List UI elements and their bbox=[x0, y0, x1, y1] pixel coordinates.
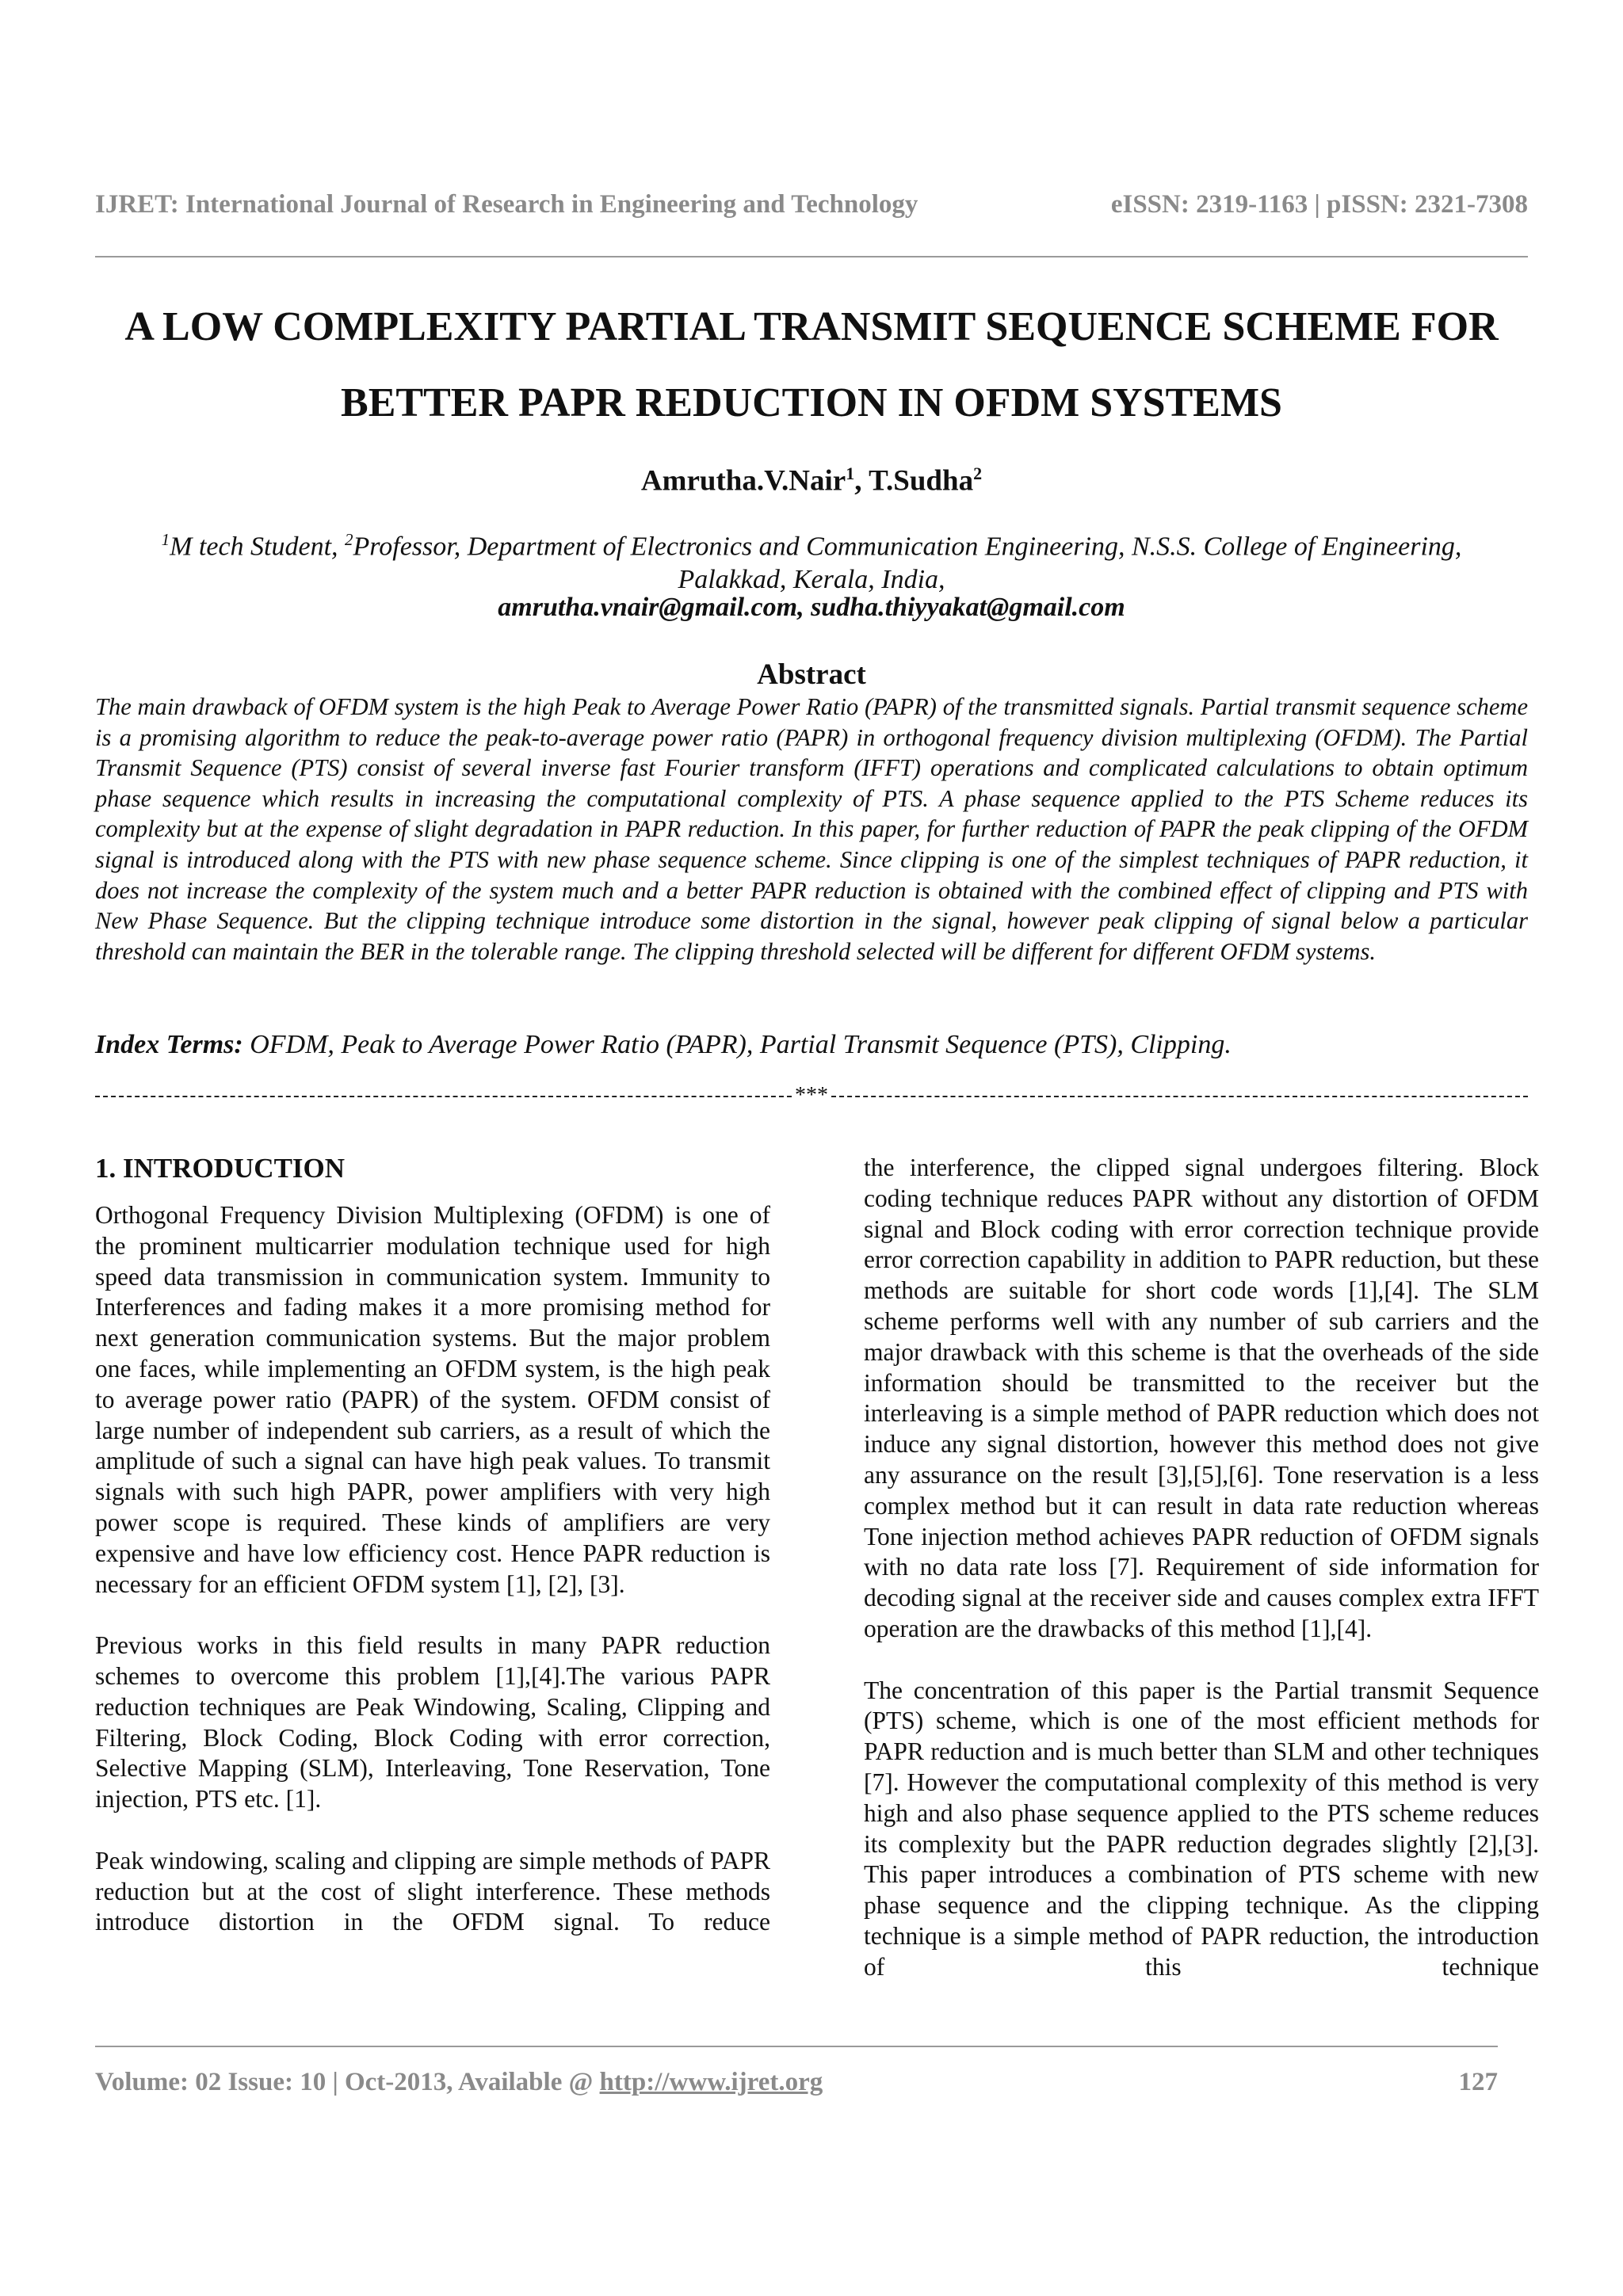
author-name: Amrutha.V.Nair bbox=[640, 464, 846, 498]
header-rule bbox=[95, 256, 1528, 257]
footer-volume-info bbox=[95, 2068, 823, 2097]
section-divider bbox=[95, 1080, 1528, 1112]
abstract-text: The main drawback of OFDM system is the high Peak to Average Power Ratio (PAPR) of the transmitted signals. Partial transmit sequence scheme is a promising algorithm to reduce the peak-to-average power ratio (PAPR) in orthogonal frequency division multiplexing (OFDM). The Partial Transmit Sequence (PTS) consist of several inverse fast Fourier transform (IFFT) operations and complicated calculations to obtain optimum phase sequence which results in increasing the computational complexity of PTS. A phase sequence applied to the PTS Scheme reduces its complexity but at the expense of slight degradation in PAPR reduction. In this paper, for further reduction of PAPR the peak clipping of the OFDM signal is introduced along with the PTS with new phase sequence scheme. Since clipping is one of the simplest techniques of PAPR reduction, it does not increase the complexity of the system much and a better PAPR reduction is obtained with the combined effect of clipping and PTS with New Phase Sequence. But the clipping technique introduce some distortion in the signal, however peak clipping of signal below a particular threshold can maintain the BER in the tolerable range. The clipping threshold selected will be different for different OFDM systems. bbox=[95, 693, 1528, 965]
email-link[interactable]: amrutha.vnair@gmail.com bbox=[498, 593, 798, 622]
divider-dashes bbox=[95, 1096, 792, 1097]
left-column bbox=[95, 1153, 770, 1938]
index-terms-text: OFDM, Peak to Average Power Ratio (PAPR), Partial Transmit Sequence (PTS), Clipping. bbox=[242, 1030, 1232, 1059]
affil-role: Professor, Department of Electronics and Communication Engineering, N.S.S. College of Engineering, bbox=[353, 532, 1462, 562]
author-affil-mark: 2 bbox=[973, 463, 983, 483]
paragraph: Previous works in this field results in many PAPR reduction schemes to overcome this problem [1],[4].The various PAPR reduction techniques are Peak Windowing, Scaling, Clipping and Filtering, Block Coding, Block Coding with error correction, Selective Mapping (SLM), Interleaving, Tone Reservation, Tone injection, PTS etc. [1]. bbox=[95, 1631, 770, 1814]
abstract-heading: Abstract bbox=[757, 658, 866, 691]
section-heading: 1. INTRODUCTION bbox=[95, 1153, 346, 1184]
affiliation-line-1 bbox=[95, 523, 1528, 563]
title-line-1: A LOW COMPLEXITY PARTIAL TRANSMIT SEQUENCE SCHEME FOR bbox=[124, 304, 1499, 349]
index-terms bbox=[95, 1030, 1528, 1060]
journal-name: IJRET: International Journal of Research in Engineering and Technology bbox=[95, 190, 918, 219]
affiliation bbox=[95, 523, 1528, 597]
author-affil-mark: 1 bbox=[846, 463, 855, 483]
footer-rule bbox=[95, 2046, 1498, 2047]
title-line-2: BETTER PAPR REDUCTION IN OFDM SYSTEMS bbox=[341, 380, 1282, 425]
issn: eISSN: 2319-1163 | pISSN: 2321-7308 bbox=[1110, 190, 1528, 219]
index-terms-label: Index Terms: bbox=[95, 1030, 243, 1059]
paragraph: Orthogonal Frequency Division Multiplexing (OFDM) is one of the prominent multicarrier modulation technique used for high speed data transmission in communication system. Immunity to Interferences and fading makes it a more promising method for next generation communication systems. But the major problem one faces, while implementing an OFDM system, is the high peak to average power ratio (PAPR) of the system. OFDM consist of large number of independent sub carriers, as a result of which the amplitude of such a signal can have high peak values. To transmit signals with such high PAPR, power amplifiers with very high power scope is required. These kinds of amplifiers are very expensive and have low efficiency cost. Hence PAPR reduction is necessary for an efficient OFDM system [1], [2], [3]. bbox=[95, 1201, 770, 1598]
author-emails bbox=[95, 593, 1528, 623]
affil-mark: 2 bbox=[345, 530, 353, 549]
email-link[interactable]: sudha.thiyyakat@gmail.com bbox=[811, 593, 1125, 622]
affil-role: M tech Student, bbox=[170, 532, 346, 562]
email-separator: , bbox=[797, 593, 812, 622]
affiliation-line-2: Palakkad, Kerala, India, bbox=[678, 565, 945, 595]
author-name: T.Sudha bbox=[869, 464, 974, 498]
right-column bbox=[864, 1153, 1539, 1983]
affil-mark: 1 bbox=[161, 530, 170, 549]
author-separator: , bbox=[854, 464, 869, 498]
running-header bbox=[95, 190, 1528, 219]
paragraph: Peak windowing, scaling and clipping are simple methods of PAPR reduction but at the cost of slight interference. These methods introduce distortion in the OFDM signal. To reduce bbox=[95, 1846, 770, 1936]
divider-stars: *** bbox=[795, 1083, 828, 1108]
paragraph: The concentration of this paper is the Partial transmit Sequence (PTS) scheme, which is one of the most efficient methods for PAPR reduction and is much better than SLM and other techniques [7]. However the computational complexity of this method is very high and also phase sequence applied to the PTS scheme reduces its complexity but the PAPR reduction degrades slightly [2],[3]. This paper introduces a combination of PTS scheme with new phase sequence and the clipping technique. As the clipping technique is a simple method of PAPR reduction, the introduction of this technique bbox=[864, 1676, 1539, 1981]
running-footer bbox=[95, 2068, 1498, 2097]
author-list bbox=[95, 463, 1528, 498]
divider-dashes bbox=[831, 1096, 1528, 1097]
paper-title bbox=[71, 289, 1552, 441]
page-number: 127 bbox=[1458, 2068, 1498, 2096]
journal-url-link[interactable]: http://www.ijret.org bbox=[599, 2068, 823, 2096]
paragraph: the interference, the clipped signal undergoes filtering. Block coding technique reduces PAPR without any distortion of OFDM signal and Block coding with error correction technique provide error correction capability in addition to PAPR reduction, but these methods are suitable for short code words [1],[4]. The SLM scheme performs well with any number of sub carriers and the major drawback with this scheme is that the overheads of the side information should be transmitted to the receiver but the interleaving is a simple method of PAPR reduction which does not induce any signal distortion, however this method does not give any assurance on the result [3],[5],[6]. Tone reservation is a less complex method but it can result in data rate reduction whereas Tone injection method achieves PAPR reduction of OFDM signals with no data rate loss [7]. Requirement of side information for decoding signal at the receiver side and causes complex extra IFFT operation are the drawbacks of this method [1],[4]. bbox=[864, 1154, 1539, 1642]
volume-text: Volume: 02 Issue: 10 | Oct-2013, Available @ bbox=[95, 2068, 600, 2096]
